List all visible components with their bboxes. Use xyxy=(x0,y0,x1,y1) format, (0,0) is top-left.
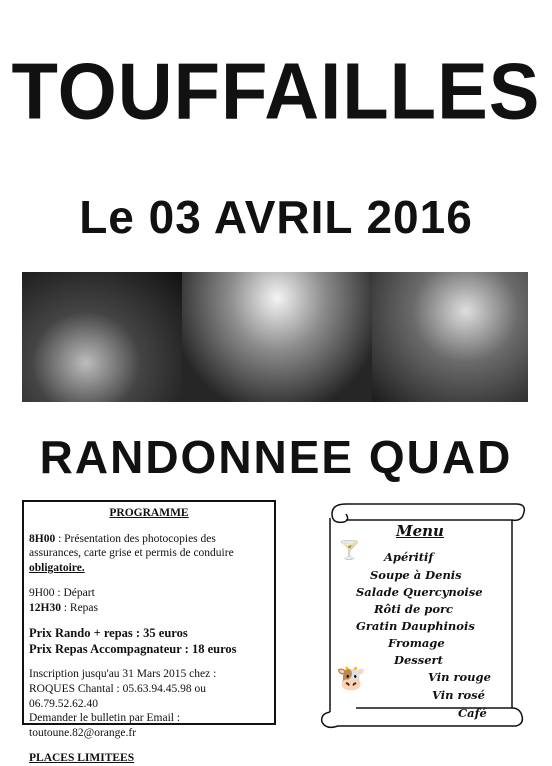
photo-right xyxy=(372,272,528,402)
menu-title: Menu xyxy=(396,522,444,540)
photo-left xyxy=(22,272,182,402)
menu-item: Apéritif xyxy=(384,550,434,564)
photo-center xyxy=(182,272,372,402)
quad-riders-photo xyxy=(22,272,528,402)
price-repas: Prix Repas Accompagnateur : 18 euros xyxy=(29,642,237,657)
menu-scroll xyxy=(316,496,530,732)
event-date: Le 03 AVRIL 2016 xyxy=(79,191,473,243)
places-limitees: PLACES LIMITEES xyxy=(29,751,135,764)
inscription-line: Inscription jusqu'au 31 Mars 2015 chez : xyxy=(29,668,217,681)
event-subtitle: RANDONNEE QUAD xyxy=(39,431,513,483)
cocktail-glass-icon: 🍸 xyxy=(338,540,361,561)
price-rando: Prix Rando + repas : 35 euros xyxy=(29,626,188,641)
cartoon-mascot-icon: 🐮 xyxy=(336,664,366,692)
menu-item: Dessert xyxy=(394,653,443,667)
time-8h00: 8H00 xyxy=(29,532,56,545)
line3-text: : Repas xyxy=(60,601,99,614)
menu-item: Café xyxy=(458,706,487,720)
line1-text: : Présentation des photocopies des assurances, carte grise et permis de conduire xyxy=(29,532,234,560)
menu-item: Vin rosé xyxy=(432,688,485,702)
programme-heading: PROGRAMME xyxy=(109,507,189,519)
menu-item: Vin rouge xyxy=(428,670,491,684)
programme-box xyxy=(22,500,276,764)
event-title: TOUFFAILLES xyxy=(11,46,541,137)
time-12h30: 12H30 xyxy=(29,601,61,614)
contact-line: ROQUES Chantal : 05.63.94.45.98 ou 06.79.52.62.40 xyxy=(29,683,206,710)
menu-item: Soupe à Denis xyxy=(370,568,462,582)
email-line: Demander le bulletin par Email : toutoune.82@orange.fr xyxy=(29,712,181,740)
menu-item: Rôti de porc xyxy=(374,602,454,616)
line1-emph: obligatoire. xyxy=(29,562,85,575)
menu-item: Salade Quercynoise xyxy=(356,585,483,599)
programme-line-3 xyxy=(29,601,269,616)
menu-item: Fromage xyxy=(388,636,445,650)
programme-line-2: 9H00 : Départ xyxy=(29,586,95,599)
programme-line-1 xyxy=(29,532,269,576)
menu-item: Gratin Dauphinois xyxy=(356,619,475,633)
